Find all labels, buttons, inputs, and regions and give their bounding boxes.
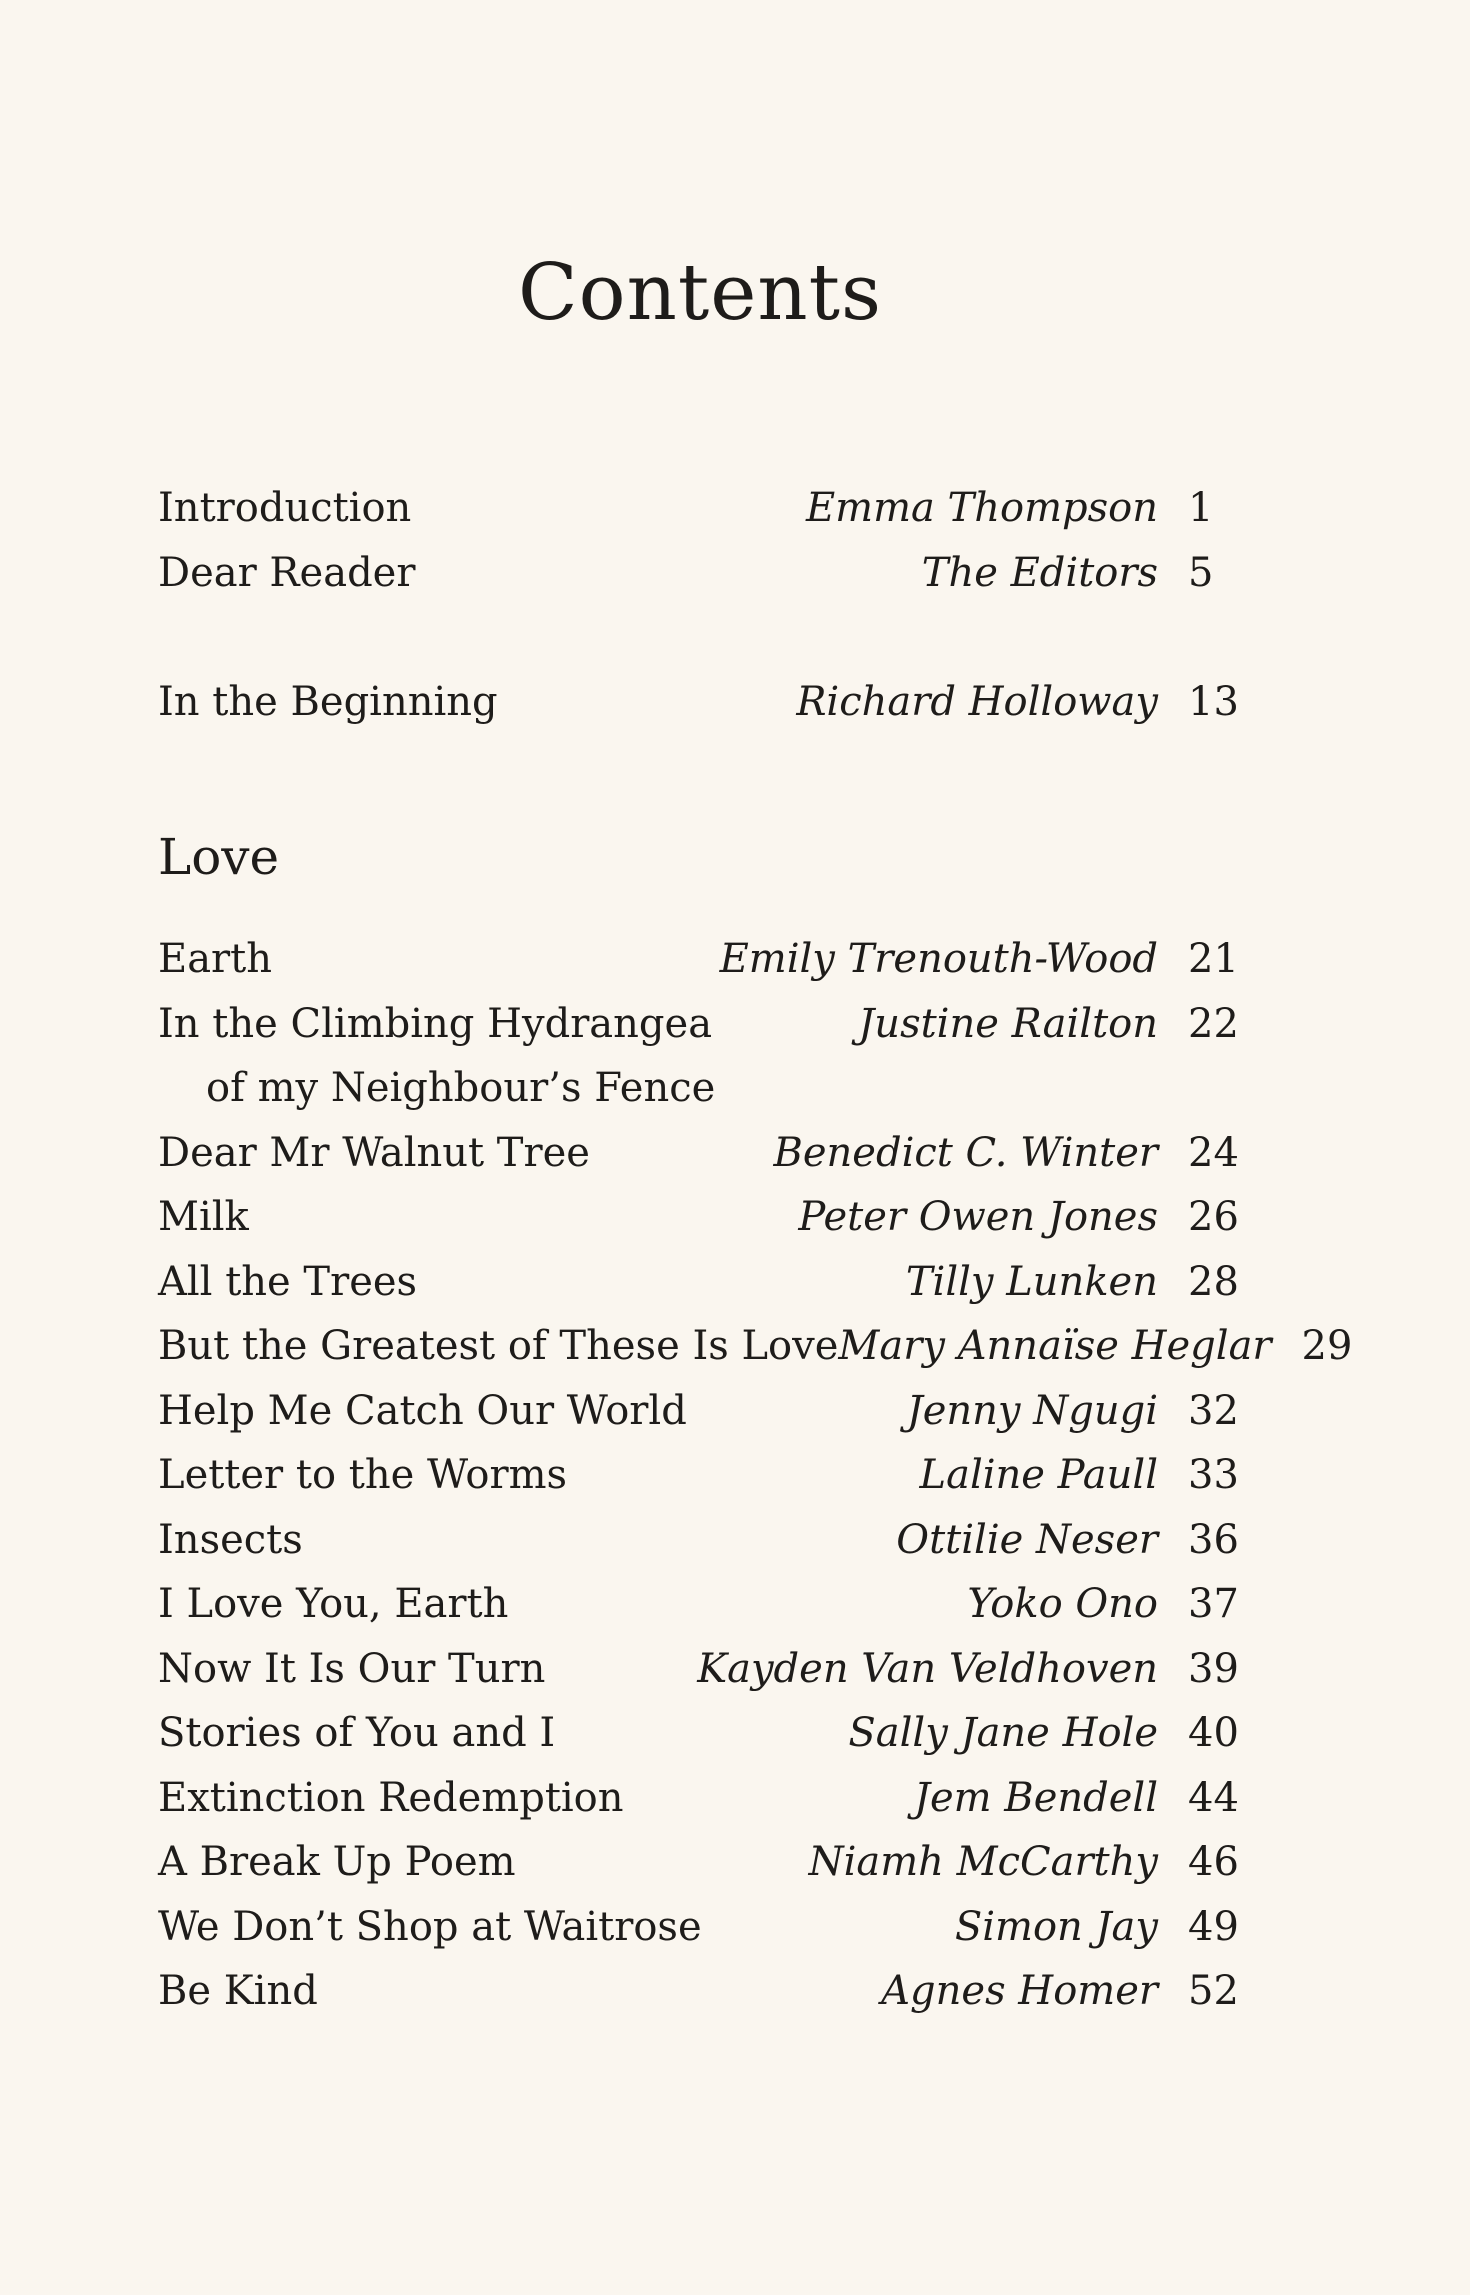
entry-author: Emma Thompson	[805, 485, 1158, 531]
toc-entry	[158, 476, 1238, 541]
toc-love-section	[158, 927, 1353, 2024]
toc-entry	[158, 1959, 1238, 2024]
entry-page-number: 44	[1188, 1774, 1239, 1821]
entry-title: Now It Is Our Turn	[158, 1645, 546, 1692]
entry-author: Benedict C. Winter	[773, 1129, 1158, 1176]
entry-author: Jem Bendell	[913, 1774, 1158, 1821]
toc-entry	[158, 1766, 1238, 1831]
entry-page-number: 52	[1188, 1968, 1239, 2014]
toc-entry	[158, 1637, 1238, 1702]
entry-page-number: 26	[1188, 1194, 1239, 1240]
entry-author: Agnes Homer	[881, 1968, 1158, 2014]
entry-page-number: 29	[1301, 1323, 1353, 1369]
entry-title: Dear Mr Walnut Tree	[158, 1129, 590, 1176]
entry-title: Letter to the Worms	[158, 1452, 568, 1498]
entry-title: Be Kind	[158, 1968, 318, 2014]
toc-entry	[158, 1830, 1238, 1895]
entry-page-number: 49	[1188, 1903, 1239, 1950]
toc-entry	[158, 1314, 1353, 1379]
entry-page-number: 22	[1188, 1000, 1239, 1047]
entry-page-number: 33	[1188, 1452, 1239, 1498]
entry-title: Earth	[158, 936, 273, 982]
toc-entry	[158, 1443, 1238, 1508]
toc-entry	[158, 1379, 1238, 1444]
toc-entry	[158, 541, 1238, 606]
toc-entry	[158, 927, 1238, 992]
entry-author: Yoko Ono	[967, 1581, 1158, 1627]
toc-entry	[158, 1572, 1238, 1637]
toc-front-matter	[158, 476, 1238, 605]
entry-title: Stories of You and I	[158, 1710, 556, 1756]
entry-page-number: 36	[1188, 1516, 1239, 1563]
entry-page-number: 37	[1188, 1581, 1239, 1627]
toc-entry	[158, 1508, 1238, 1573]
entry-author: Laline Paull	[919, 1452, 1158, 1498]
entry-title: In the Beginning	[158, 679, 498, 725]
entry-page-number: 32	[1188, 1387, 1239, 1434]
entry-title: All the Trees	[158, 1258, 418, 1305]
entry-author: Tilly Lunken	[905, 1258, 1158, 1305]
entry-page-number: 13	[1188, 679, 1239, 725]
entry-title: Milk	[158, 1194, 249, 1240]
entry-author: Kayden Van Veldhoven	[697, 1645, 1158, 1692]
entry-title: Help Me Catch Our World	[158, 1387, 687, 1434]
entry-author: Simon Jay	[954, 1903, 1158, 1950]
entry-author: Sally Jane Hole	[848, 1710, 1158, 1756]
entry-author: Peter Owen Jones	[798, 1194, 1158, 1240]
entry-page-number: 46	[1188, 1839, 1239, 1885]
entry-title: In the Climbing Hydrangea	[158, 1000, 713, 1047]
toc-opening	[158, 670, 1238, 735]
entry-author: Richard Holloway	[796, 679, 1158, 725]
toc-entry	[158, 1895, 1238, 1960]
toc-entry	[158, 1185, 1238, 1250]
entry-title: Insects	[158, 1516, 303, 1563]
entry-page-number: 28	[1188, 1258, 1239, 1305]
toc-entry	[158, 1056, 1238, 1121]
entry-title: We Don’t Shop at Waitrose	[158, 1903, 702, 1950]
entry-author: Niamh McCarthy	[808, 1839, 1158, 1885]
entry-page-number: 21	[1188, 936, 1239, 982]
entry-author: Mary Annaïse Heglar	[838, 1323, 1272, 1369]
toc-entry	[158, 1121, 1238, 1186]
toc-entry	[158, 1250, 1238, 1315]
entry-title: A Break Up Poem	[158, 1839, 516, 1885]
entry-title: Extinction Redemption	[158, 1774, 624, 1821]
section-heading-love: Love	[158, 828, 280, 886]
entry-author: Emily Trenouth-Wood	[719, 936, 1158, 982]
entry-title: But the Greatest of These Is Love	[158, 1323, 839, 1369]
entry-author: The Editors	[921, 549, 1158, 596]
page-title: Contents	[518, 248, 882, 338]
entry-author: Justine Railton	[858, 1000, 1158, 1047]
entry-author: Jenny Ngugi	[906, 1387, 1158, 1434]
toc-entry	[158, 1701, 1238, 1766]
entry-author: Ottilie Neser	[896, 1516, 1158, 1563]
entry-title: Introduction	[158, 485, 412, 531]
entry-page-number: 1	[1188, 485, 1214, 531]
entry-title: of my Neighbour’s Fence	[206, 1065, 716, 1111]
toc-entry	[158, 992, 1238, 1057]
entry-page-number: 40	[1188, 1710, 1239, 1756]
entry-page-number: 24	[1188, 1129, 1239, 1176]
toc-entry	[158, 670, 1238, 735]
entry-page-number: 5	[1188, 549, 1214, 596]
entry-title: I Love You, Earth	[158, 1581, 509, 1627]
entry-page-number: 39	[1188, 1645, 1239, 1692]
entry-title: Dear Reader	[158, 549, 416, 596]
